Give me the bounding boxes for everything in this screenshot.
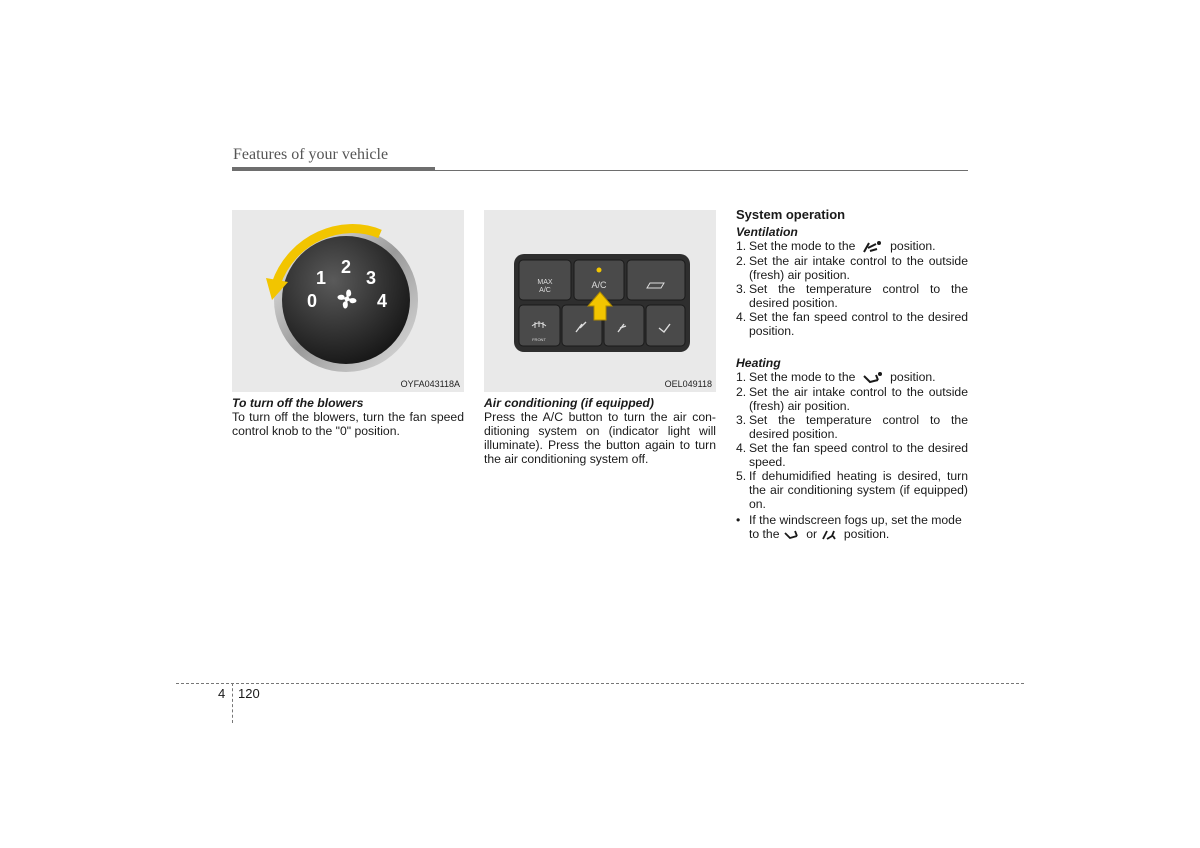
mode-button-3 [646, 305, 685, 346]
list-item: 3. Set the temperature control to the desired position. [736, 281, 968, 310]
body-text: To turn off the blowers, turn the fan speed control knob to the "0" position. [232, 410, 464, 438]
list-item: 1. Set the mode to the position. [736, 369, 936, 384]
header-rule-thin [435, 170, 968, 171]
figure-code: OEL049118 [664, 379, 712, 389]
list-item: 1. Set the mode to the position. [736, 239, 936, 253]
header-rule [232, 167, 435, 171]
fan-knob-figure [232, 210, 464, 392]
list-item: 5. If dehumidified heating is desired, turn the air conditioning system (if equipped) on. [736, 468, 968, 511]
knob-label-2: 2 [341, 257, 352, 277]
column-3-text [736, 208, 968, 541]
header-title: Features of your vehicle [233, 146, 389, 163]
vent-face-mode-icon [859, 240, 887, 254]
section-title: System operation [736, 207, 846, 222]
footer-rule [176, 683, 1024, 684]
page-number: 120 [238, 686, 260, 701]
heating-heading: Heating [736, 355, 781, 370]
floor-mode-icon [783, 528, 803, 541]
ventilation-steps [736, 239, 968, 338]
mode-button-2 [604, 305, 644, 346]
list-item: 4. Set the fan speed control to the desired speed. [736, 440, 968, 469]
list-item: 4. Set the fan speed control to the desired position. [736, 309, 968, 338]
max-ac-label: MAX [537, 279, 553, 286]
floor-mode-icon [859, 371, 887, 385]
section-heading: To turn off the blowers [232, 396, 364, 410]
knob-label-3: 3 [366, 268, 377, 288]
knob-label-1: 1 [316, 268, 327, 288]
list-item: 3. Set the temperature control to the desired position. [736, 412, 968, 441]
floor-defrost-mode-icon [821, 528, 841, 541]
defrost-label: FRONT [532, 337, 546, 342]
figure-code: OYFA043118A [400, 379, 460, 389]
footer-divider [232, 683, 233, 723]
knob-label-0: 0 [307, 291, 318, 311]
section-heading: Air conditioning (if equipped) [484, 396, 654, 410]
max-ac-label-2: A/C [539, 287, 551, 294]
chapter-number: 4 [218, 686, 226, 701]
ac-label: A/C [591, 280, 607, 290]
bullet-item: • If the windscreen fogs up, set the mode to the or position. [736, 512, 962, 541]
fan-knob-illustration [232, 210, 464, 392]
recirculation-button [627, 260, 685, 300]
ac-indicator [597, 268, 602, 273]
list-item: 2. Set the air intake control to the outside (fresh) air position. [736, 384, 968, 413]
knob-label-4: 4 [377, 291, 388, 311]
heating-steps [736, 370, 968, 541]
ventilation-heading: Ventilation [736, 225, 798, 239]
column-2-text [484, 396, 716, 466]
column-1-text [232, 396, 464, 438]
body-text: Press the A/C button to turn the air con-ditioning system on (indicator light will illuminate). Press the button again to turn the air conditioning system off. [484, 410, 716, 466]
ac-panel-illustration [484, 210, 716, 392]
ac-panel-figure [484, 210, 716, 392]
list-item: 2. Set the air intake control to the outside (fresh) air position. [736, 253, 968, 282]
